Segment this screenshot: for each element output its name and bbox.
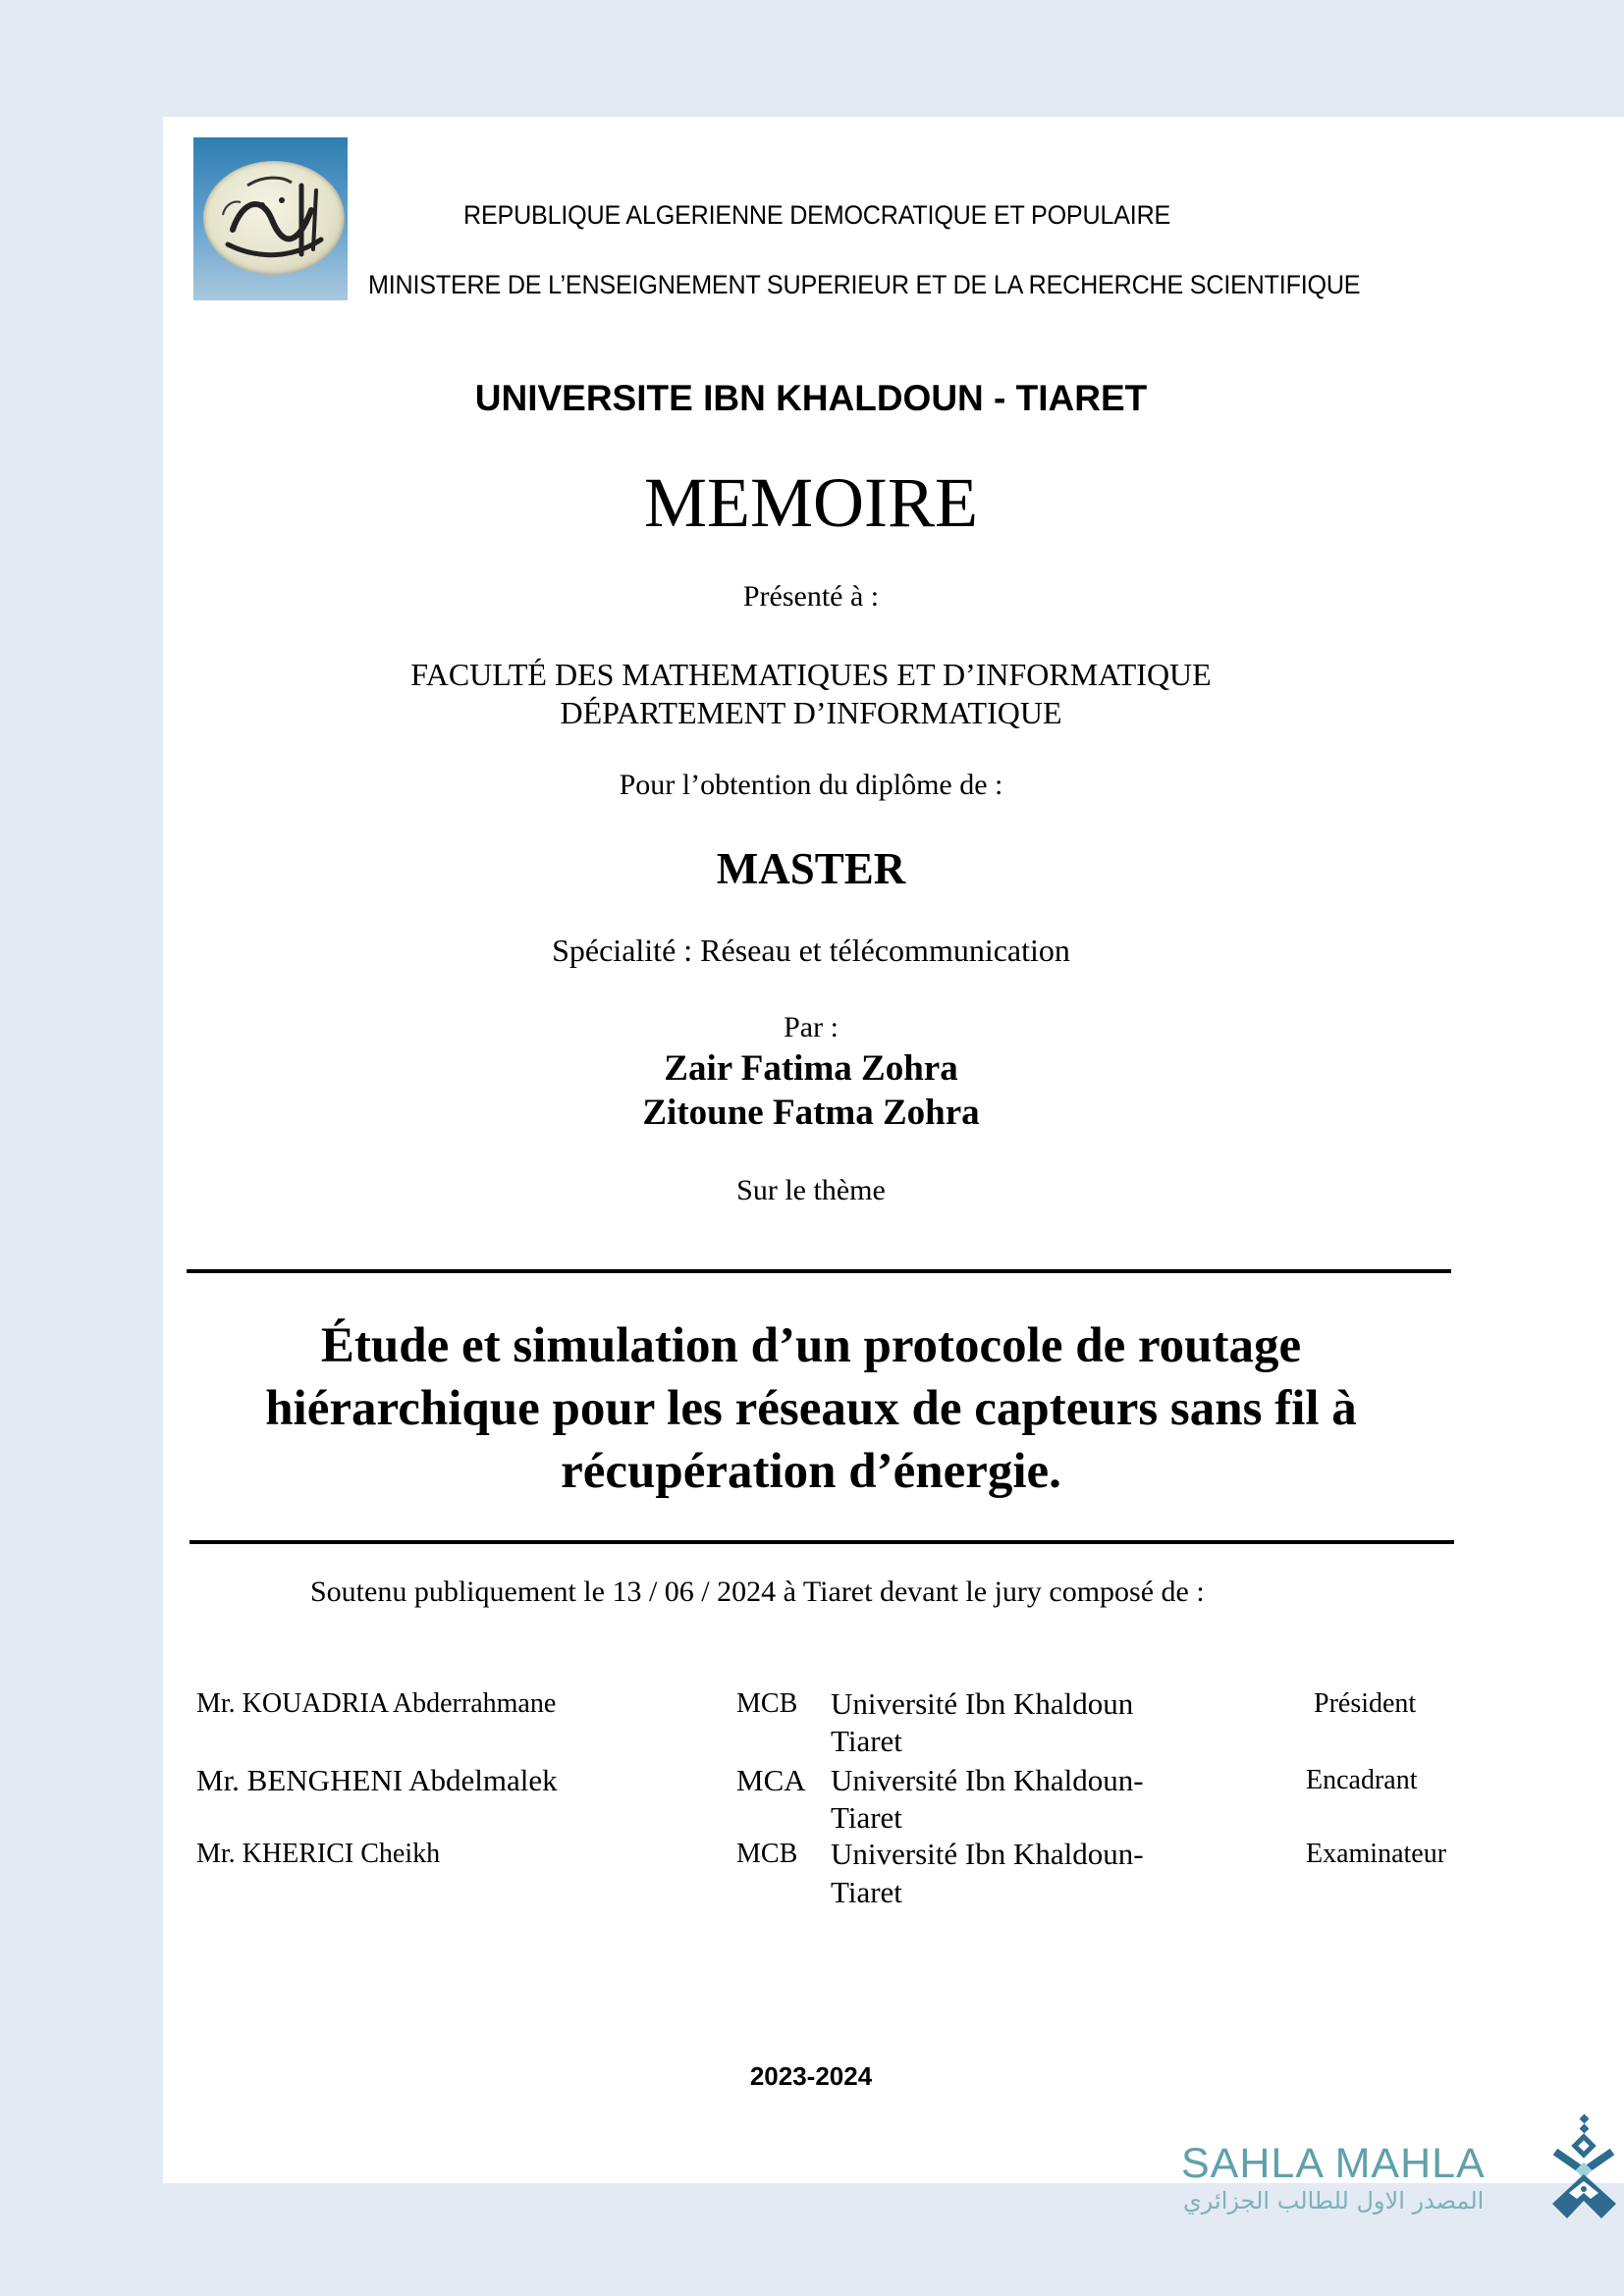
presented-to-label: Présenté à :	[742, 580, 880, 613]
degree-label: Pour l’obtention du diplôme de :	[619, 769, 1003, 801]
student-name: Zitoune Fatma Zohra	[642, 1093, 980, 1133]
watermark-tagline: المصدر الاول للطالب الجزائري	[1183, 2187, 1485, 2215]
jury-member-institution: Université Ibn Khaldoun	[831, 1686, 1134, 1721]
university-logo	[193, 137, 348, 300]
jury-member-grade: MCB	[736, 1688, 798, 1719]
by-label: Par :	[784, 1011, 839, 1043]
document-page	[163, 117, 1624, 2183]
jury-member-name: Mr. KHERICI Cheikh	[196, 1839, 441, 1869]
university-name: UNIVERSITE IBN KHALDOUN - TIARET	[474, 378, 1148, 418]
theme-label: Sur le thème	[736, 1174, 886, 1206]
jury-member-institution-city: Tiaret	[831, 1875, 902, 1909]
watermark	[1181, 2110, 1624, 2228]
seal-icon	[203, 161, 345, 275]
watermark-brand: SAHLA MAHLA	[1181, 2140, 1486, 2187]
department-name: DÉPARTEMENT D’INFORMATIQUE	[560, 695, 1062, 730]
thesis-title	[202, 1314, 1420, 1503]
document-type: MEMOIRE	[644, 463, 978, 542]
jury-member-role: Encadrant	[1306, 1765, 1418, 1795]
academic-year: 2023-2024	[749, 2061, 873, 2091]
jury-member-name: Mr. BENGHENI Abdelmalek	[196, 1763, 558, 1797]
jury-member-grade: MCB	[736, 1839, 798, 1869]
defense-statement: Soutenu publiquement le 13 / 06 / 2024 à Tiaret devant le jury composé de :	[310, 1575, 1205, 1608]
jury-member-institution-city: Tiaret	[831, 1800, 902, 1835]
specialty: Spécialité : Réseau et télécommunication	[552, 933, 1070, 968]
jury-member-role: Président	[1314, 1688, 1417, 1719]
thesis-title-line: hiérarchique pour les réseaux de capteurs sans fil à	[265, 1381, 1357, 1436]
sahla-mahla-emblem-icon	[1547, 2110, 1622, 2223]
ministry-heading: MINISTERE DE L’ENSEIGNEMENT SUPERIEUR ET DE LA RECHERCHE SCIENTIFIQUE	[368, 270, 1361, 299]
title-divider-bottom	[189, 1540, 1454, 1544]
jury-member-institution: Université Ibn Khaldoun-	[831, 1763, 1144, 1797]
thesis-title-line: Étude et simulation d’un protocole de routage	[320, 1318, 1302, 1373]
degree-name: MASTER	[716, 844, 906, 893]
title-divider-top	[187, 1269, 1451, 1273]
jury-member-name: Mr. KOUADRIA Abderrahmane	[196, 1688, 557, 1719]
faculty-name: FACULTÉ DES MATHEMATIQUES ET D’INFORMATIQUE	[410, 657, 1212, 692]
student-name: Zair Fatima Zohra	[664, 1048, 958, 1089]
republic-heading: REPUBLIQUE ALGERIENNE DEMOCRATIQUE ET POPULAIRE	[463, 200, 1171, 230]
jury-member-grade: MCA	[736, 1763, 806, 1797]
thesis-title-line: récupération d’énergie.	[561, 1444, 1061, 1499]
jury-member-institution: Université Ibn Khaldoun-	[831, 1837, 1144, 1871]
jury-member-institution-city: Tiaret	[831, 1724, 902, 1758]
jury-member-role: Examinateur	[1306, 1839, 1447, 1869]
